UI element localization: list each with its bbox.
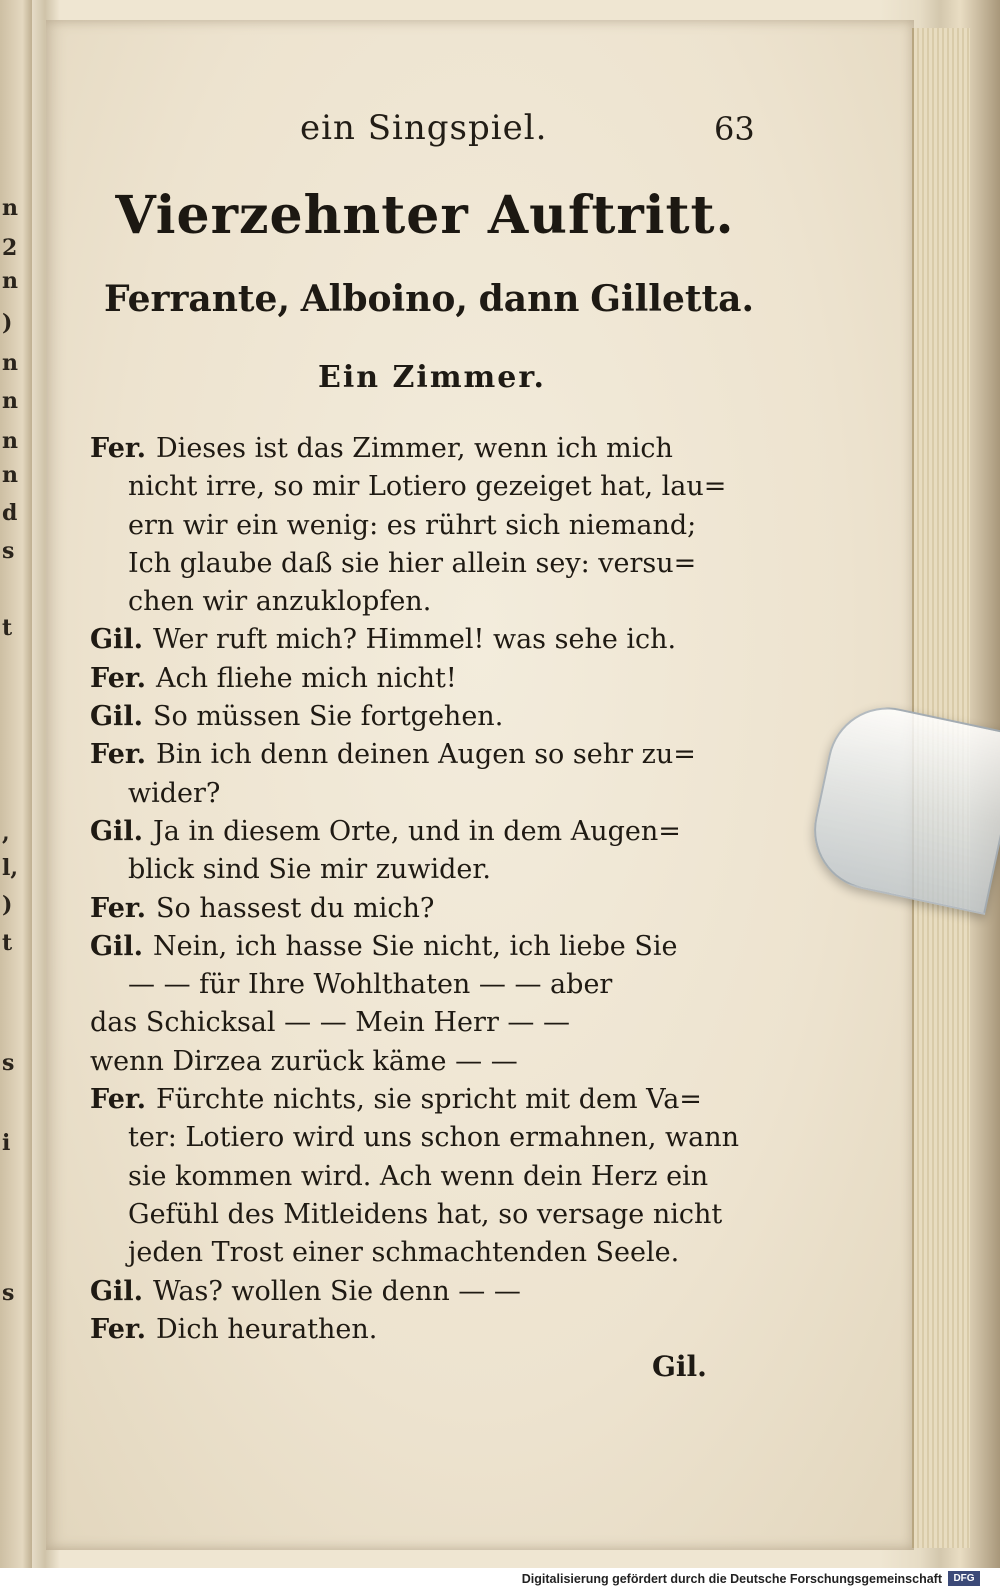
- character-name: Gilletta.: [590, 278, 754, 320]
- left-page-fragment: ,: [2, 820, 10, 846]
- line-text: ern wir ein wenig: es rührt sich niemand;: [128, 509, 697, 541]
- line-text: chen wir anzuklopfen.: [128, 586, 432, 618]
- left-page-fragment: ): [2, 310, 13, 336]
- text-line: [90, 1273, 755, 1311]
- line-text: blick sind Sie mir zuwider.: [128, 854, 491, 886]
- line-text: jeden Trost einer schmachtenden Seele.: [128, 1237, 680, 1269]
- character-name: Alboino,: [300, 278, 468, 320]
- line-text: Gefühl des Mitleidens hat, so versage nicht: [128, 1198, 723, 1230]
- text-line: [90, 1158, 755, 1196]
- line-text: Wer ruft mich? Himmel! was sehe ich.: [152, 624, 677, 656]
- scene-setting: Ein Zimmer.: [318, 360, 546, 395]
- text-line: [90, 813, 755, 851]
- text-line: [90, 1119, 755, 1157]
- dialogue-text: [90, 430, 755, 1349]
- left-page-fragment: t: [2, 930, 13, 956]
- line-text: Ich glaube daß sie hier allein sey: versu=: [128, 547, 697, 579]
- speaker-label: Gil.: [90, 701, 143, 733]
- left-page-fragment: n: [2, 462, 18, 488]
- speaker-label: Fer.: [90, 662, 147, 694]
- text-line: [90, 507, 755, 545]
- left-page-fragment: d: [2, 500, 18, 526]
- digitization-footer: [0, 1568, 1000, 1591]
- line-text: nicht irre, so mir Lotiero gezeiget hat, lau=: [128, 471, 727, 503]
- speaker-label: Gil.: [90, 815, 143, 847]
- line-text: Ach fliehe mich nicht!: [156, 662, 457, 694]
- text-line: [90, 468, 755, 506]
- left-page-fragment: l,: [2, 855, 19, 881]
- speaker-label: Fer.: [90, 739, 147, 771]
- speaker-label: Fer.: [90, 433, 147, 464]
- line-text: Ja in diesem Orte, und in dem Augen=: [152, 815, 681, 847]
- scene-title: Vierzehnter Auftritt.: [115, 185, 735, 246]
- character-list: [104, 278, 754, 320]
- text-line: [90, 1234, 755, 1272]
- page-number: 63: [714, 110, 755, 148]
- line-text: Dich heurathen.: [156, 1313, 378, 1345]
- footer-credit: Digitalisierung gefördert durch die Deutsche Forschungsgemeinschaft: [521, 1572, 942, 1586]
- text-line: [90, 1196, 755, 1234]
- text-line: [90, 1004, 755, 1042]
- line-text: wider?: [128, 777, 221, 809]
- left-page-fragment: 2: [2, 235, 18, 261]
- text-line: [90, 430, 755, 468]
- line-text: Bin ich denn deinen Augen so sehr zu=: [156, 739, 696, 771]
- text-line: [90, 1311, 755, 1349]
- line-text: — — für Ihre Wohlthaten — — aber: [128, 969, 613, 1001]
- text-line: [90, 1043, 755, 1081]
- left-page-fragment: n: [2, 388, 18, 414]
- line-text: So hassest du mich?: [156, 892, 435, 924]
- line-text: wenn Dirzea zurück käme — —: [90, 1045, 518, 1077]
- line-text: ter: Lotiero wird uns schon ermahnen, wann: [128, 1122, 740, 1154]
- text-line: [90, 851, 755, 889]
- speaker-label: Gil.: [90, 1275, 143, 1307]
- text-line: [90, 966, 755, 1004]
- running-head: ein Singspiel.: [300, 108, 548, 148]
- text-line: [90, 775, 755, 813]
- left-page-fragment: n: [2, 195, 18, 221]
- text-line: [90, 583, 755, 621]
- speaker-label: Fer.: [90, 1313, 147, 1345]
- line-text: So müssen Sie fortgehen.: [152, 701, 504, 733]
- left-page-fragment: n: [2, 268, 18, 294]
- line-text: Fürchte nichts, sie spricht mit dem Va=: [156, 1084, 702, 1116]
- speaker-label: Fer.: [90, 892, 147, 924]
- text-line: [90, 660, 755, 698]
- left-page-fragment: ): [2, 892, 13, 918]
- left-page-fragment: n: [2, 350, 18, 376]
- line-text: das Schicksal — — Mein Herr — —: [90, 1007, 571, 1039]
- left-page-fragment: s: [2, 1050, 15, 1076]
- speaker-label: Gil.: [90, 624, 143, 656]
- dfg-logo: DFG: [948, 1571, 980, 1586]
- text-line: [90, 621, 755, 659]
- text-line: [90, 928, 755, 966]
- speaker-label: Fer.: [90, 1084, 147, 1116]
- line-text: Dieses ist das Zimmer, wenn ich mich: [156, 433, 673, 464]
- left-page-fragment: n: [2, 428, 18, 454]
- line-text: Was? wollen Sie denn — —: [152, 1275, 521, 1307]
- left-page-fragment: s: [2, 1280, 15, 1306]
- text-line: [90, 890, 755, 928]
- speaker-label: Gil.: [90, 930, 143, 962]
- text-line: [90, 545, 755, 583]
- left-page-fragment: t: [2, 615, 13, 641]
- text-line: [90, 1081, 755, 1119]
- left-page-fragment: s: [2, 538, 15, 564]
- catchword: Gil.: [652, 1350, 707, 1383]
- character-name: Ferrante,: [104, 278, 290, 320]
- line-text: Nein, ich hasse Sie nicht, ich liebe Sie: [152, 930, 678, 962]
- left-page-fragment: i: [2, 1130, 11, 1156]
- line-text: sie kommen wird. Ach wenn dein Herz ein: [128, 1160, 709, 1192]
- text-line: [90, 736, 755, 774]
- text-line: [90, 698, 755, 736]
- character-name: dann: [478, 278, 580, 320]
